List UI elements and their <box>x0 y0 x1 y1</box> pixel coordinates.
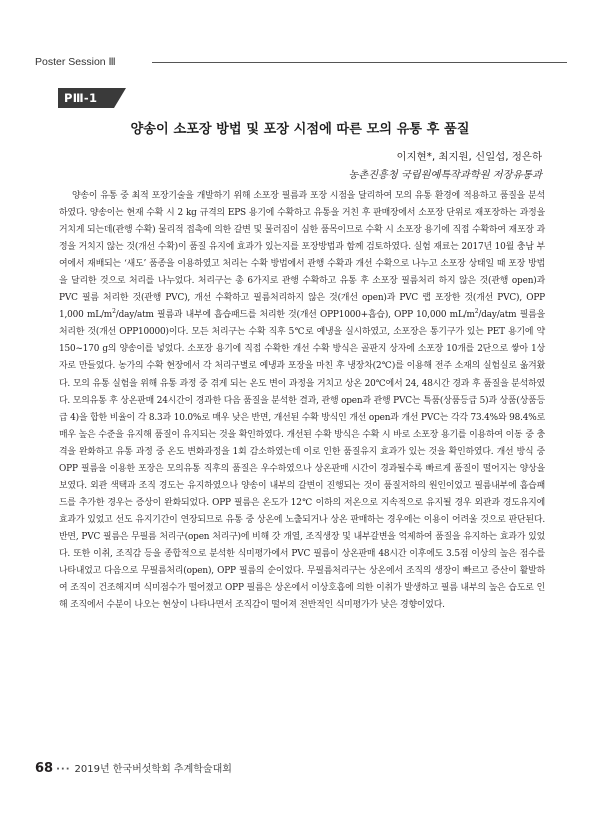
footer-separator: ··· <box>56 764 71 775</box>
page-footer <box>35 760 232 776</box>
superscript-2: 2 <box>474 308 479 316</box>
abstract-text-3: /day/atm 필름을 처리한 것(개선 OPP10000)이다. 모든 처리구는 수확 직후 5℃로 예냉을 실시하였고, 소포장은 통기구가 있는 PET 용기에 약 150~170 g의 양송이를 넣었다. 소포장 용기에 직접 수확한 개선 수확 방식은 골판지 상자에 소포장 10개를 2단으로 쌓아 1상자로 만들었다. 농가의 수확 현장에서 각 처리구별로 예냉과 포장을 마친 후 냉장차(2℃)를 이용해 전주 소재의 실험실로 옮겨왔다. 모의 유통 실험을 위해 유통 과정 중 겪게 되는 온도 변이 과정을 거치고 상온 20℃에서 24, 48시간 경과 후 품질을 분석하였다. 모의유통 후 상온판매 24시간이 경과한 다음 품질을 분석한 결과, 관행 open과 관행 PVC는 특품(상품등급 5)과 상품(상품등급 4)을 합한 비율이 각 8.3과 10.0%로 매우 낮은 반면, 개선된 수확 방식인 개선 open과 개선 PVC는 각각 73.4%와 98.4%로 매우 높은 수준을 유지해 품질이 유지되는 것을 확인하였다. 개선된 수확 방식은 수확 시 바로 소포장 용기를 이용하여 이동 중 충격을 완화하고 유통 과정 중 온도 변화과정을 1회 감소하였는데 이로 인한 품질유지 효과가 있는 것을 확인하였다. 개선 방식 중 OPP 필름을 이용한 포장은 모의유통 직후의 품질은 우수하였으나 상온판매 시간이 경과될수록 빠르게 품질이 떨어지는 양상을 보였다. 외관 색택과 조직 경도는 유지하였으나 양송이 내부의 갈변이 진행되는 것이 품질저하의 원인이었고 필름내부에 흡습패드를 추가한 경우는 증상이 완화되었다. OPP 필름은 온도가 12℃ 이하의 저온으로 지속적으로 유지될 경우 외관과 경도유지에 효과가 있었고 선도 유지기간이 연장되므로 유통 중 상온에 노출되거나 상온 판매하는 경우에는 이용이 어려울 것으로 판단된다. 반면, PVC 필름은 무필름 처리구(open 처리구)에 비해 갓 개열, 조직생장 및 내부갈변을 억제하여 품질을 유지하는 효과가 있었다. 또한 이취, 조직감 등을 종합적으로 분석한 식미평가에서 PVC 필름이 상온판매 48시간 이후에도 3.5점 이상의 높은 점수를 나타내었고 다음으로 무필름처리(open), OPP 필름의 순이었다. 무필름처리구는 상온에서 조직의 생장이 빠르고 증산이 활발하여 조직이 건조해지며 식미점수가 떨어졌고 OPP 필름은 상온에서 이상호흡에 의한 이취가 발생하고 필름 내부의 높은 습도로 인해 조직에서 수분이 나오는 현상이 나타나면서 조직감이 떨어져 전반적인 식미평가가 낮은 경향이었다. <box>59 310 545 611</box>
poster-badge <box>58 88 126 108</box>
page-number: 68 <box>35 761 54 776</box>
paper-title: 양송이 소포장 방법 및 포장 시점에 따른 모의 유통 후 품질 <box>130 122 470 137</box>
conference-name: 2019년 한국버섯학회 추계학술대회 <box>74 764 232 775</box>
superscript-1: 2 <box>112 308 116 316</box>
abstract-text-2: /day/atm 필름과 내부에 흡습패드를 처리한 것(개선 OPP1000+흡습), OPP 10,000 mL/m <box>115 310 475 321</box>
paper-affiliation: 농촌진흥청 국립원예특작과학원 저장유통과 <box>348 170 542 181</box>
abstract-text-1: 양송이 유통 중 최적 포장기술을 개발하기 위해 소포장 필름과 포장 시점을 달리하여 모의 유통 환경에 적용하고 품질을 분석하였다. 양송이는 현재 수확 시 2 kg 규격의 EPS 용기에 수확하고 유통을 거친 후 판매장에서 소포장 단위로 재포장하는 과정을 거치게 되는데(관행 수확) 물리적 접촉에 의한 갈변 및 물러짐이 심한 품목이므로 수확 시 소포장 용기에 직접 수확하여 재포장 과정을 거치지 않는 것(개선 수확)이 품질 유지에 효과가 있는지를 포장방법과 함께 검토하였다. 실험 재료는 2017년 10월 충남 부여에서 재배되는 ‘새도’ 품종을 이용하였고 처리는 수확 방법에서 관행 수확과 개선 수확으로 나누고 소포장 상태일 때 포장 방법을 달리한 것으로 처리를 나누었다. 처리구는 총 6가지로 관행 수확하고 유통 후 소포장 필름처리 하지 않은 것(관행 open)과 PVC 필름 처리한 것(관행 PVC), 개선 수확하고 필름처리하지 않은 것(개선 open)과 PVC 랩 포장한 것(개선 PVC), OPP 1,000 mL/m <box>59 191 545 321</box>
abstract-body <box>59 188 545 614</box>
header-rule <box>152 62 567 63</box>
badge-label: PⅢ-1 <box>64 91 98 105</box>
session-label: Poster Session Ⅲ <box>35 56 116 68</box>
paper-authors: 이지현*, 최지원, 신일섭, 정은하 <box>396 151 542 163</box>
